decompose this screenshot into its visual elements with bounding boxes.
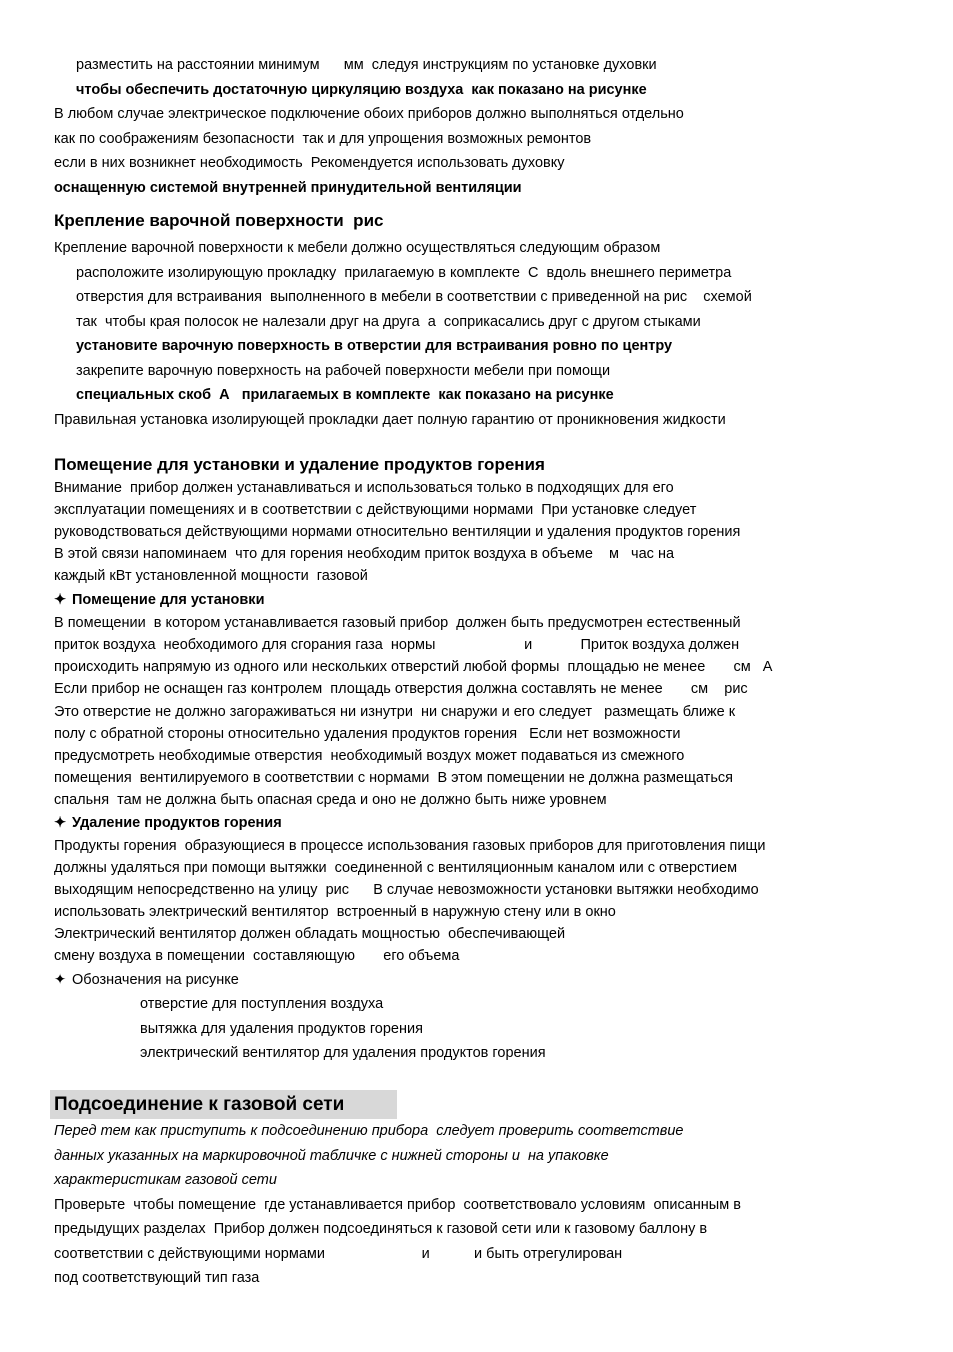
text-line: приток воздуха необходимого для сгорания газа нормы и Приток воздуха должен xyxy=(54,637,740,653)
star-bullet-icon: ✦ xyxy=(54,592,67,608)
text-line: специальных скоб А прилагаемых в комплекте как показано на рисунке xyxy=(76,387,614,403)
heading-room-and-exhaust: Помещение для установки и удаление продуктов горения xyxy=(54,455,545,474)
text-line: Продукты горения образующиеся в процессе использования газовых приборов для приготовления пищи xyxy=(54,838,766,854)
text-line: отверстие для поступления воздуха xyxy=(140,996,384,1012)
text-line: расположите изолирующую прокладку прилагаемую в комплекте С вдоль внешнего периметра xyxy=(76,265,732,281)
subheading-room: ✦ Помещение для установки xyxy=(54,592,265,608)
text-line: оснащенную системой внутренней принудительной вентиляции xyxy=(54,180,522,196)
text-line: В этой связи напоминаем что для горения необходим приток воздуха в объеме м час на xyxy=(54,546,675,562)
text-line: эксплуатации помещениях и в соответствии с действующими нормами При установке следует xyxy=(54,502,697,518)
text-line: Правильная установка изолирующей прокладки дает полную гарантию от проникновения жидкости xyxy=(54,412,726,428)
text-line: должны удаляться при помощи вытяжки соединенной с вентиляционным каналом или с отверстием xyxy=(54,860,738,876)
text-line: полу с обратной стороны относительно удаления продуктов горения Если нет возможности xyxy=(54,726,681,742)
text-line: использовать электрический вентилятор встроенный в наружную стену или в окно xyxy=(54,904,616,920)
subheading-legend: ✦ Обозначения на рисунке xyxy=(54,972,239,988)
text-line: под соответствующий тип газа xyxy=(54,1270,260,1286)
text-line: Перед тем как приступить к подсоединению прибора следует проверить соответствие xyxy=(54,1123,684,1139)
text-line: данных указанных на маркировочной табличке с нижней стороны и на упаковке xyxy=(54,1148,609,1164)
text-line: Внимание прибор должен устанавливаться и использоваться только в подходящих для его xyxy=(54,480,674,496)
text-line: чтобы обеспечить достаточную циркуляцию воздуха как показано на рисунке xyxy=(76,82,647,98)
text-line: предусмотреть необходимые отверстия необходимый воздух может подаваться из смежного xyxy=(54,748,685,764)
text-line: если в них возникнет необходимость Рекомендуется использовать духовку xyxy=(54,155,565,171)
text-line: отверстия для встраивания выполненного в мебели в соответствии с приведенной на рис схемой xyxy=(76,289,752,305)
text-line: выходящим непосредственно на улицу рис В случае невозможности установки вытяжки необходимо xyxy=(54,882,759,898)
text-line: смену воздуха в помещении составляющую его объема xyxy=(54,948,460,964)
text-line: Это отверстие не должно загораживаться ни изнутри ни снаружи и его следует размещать ближе к xyxy=(54,704,736,720)
text-line: помещения вентилируемого в соответствии с нормами В этом помещении не должна размещаться xyxy=(54,770,733,786)
text-line: Если прибор не оснащен газ контролем площадь отверстия должна составлять не менее см рис xyxy=(54,681,748,697)
text-line: Электрический вентилятор должен обладать мощностью обеспечивающей xyxy=(54,926,566,942)
text-line: происходить напрямую из одного или нескольких отверстий любой формы площадью не менее см А xyxy=(54,659,773,675)
text-line: предыдущих разделах Прибор должен подсоединяться к газовой сети или к газовому баллону в xyxy=(54,1221,708,1237)
text-line: вытяжка для удаления продуктов горения xyxy=(140,1021,423,1037)
heading-gas-connection: Подсоединение к газовой сети xyxy=(54,1094,345,1115)
text-line: как по соображениям безопасности так и для упрощения возможных ремонтов xyxy=(54,131,592,147)
text-line: руководствоваться действующими нормами относительно вентиляции и удаления продуктов горения xyxy=(54,524,741,540)
section-header-gas-connection xyxy=(50,1090,397,1119)
text-line: В любом случае электрическое подключение обоих приборов должно выполняться отдельно xyxy=(54,106,684,122)
text-line: соответствии с действующими нормами и и быть отрегулирован xyxy=(54,1246,623,1262)
text-line: В помещении в котором устанавливается газовый прибор должен быть предусмотрен естественный xyxy=(54,615,741,631)
text-line: Крепление варочной поверхности к мебели должно осуществляться следующим образом xyxy=(54,240,661,256)
text-line: характеристикам газовой сети xyxy=(54,1172,277,1188)
subheading-exhaust: ✦ Удаление продуктов горения xyxy=(54,815,282,831)
text-line: установите варочную поверхность в отверстии для встраивания ровно по центру xyxy=(76,338,673,354)
star-bullet-icon: ✦ xyxy=(54,972,67,988)
text-line: закрепите варочную поверхность на рабочей поверхности мебели при помощи xyxy=(76,363,611,379)
text-line: Проверьте чтобы помещение где устанавливается прибор соответствовало условиям описанным в xyxy=(54,1197,741,1213)
text-line: разместить на расстоянии минимум мм следуя инструкциям по установке духовки xyxy=(76,57,657,73)
text-line: электрический вентилятор для удаления продуктов горения xyxy=(140,1045,546,1061)
text-line: так чтобы края полосок не налезали друг на друга а соприкасались друг с другом стыками xyxy=(76,314,701,330)
text-line: каждый кВт установленной мощности газовой xyxy=(54,568,368,584)
text-line: спальня там не должна быть опасная среда и оно не должно быть ниже уровнем xyxy=(54,792,607,808)
star-bullet-icon: ✦ xyxy=(54,815,67,831)
heading-hob-fixing: Крепление варочной поверхности рис xyxy=(54,211,384,230)
